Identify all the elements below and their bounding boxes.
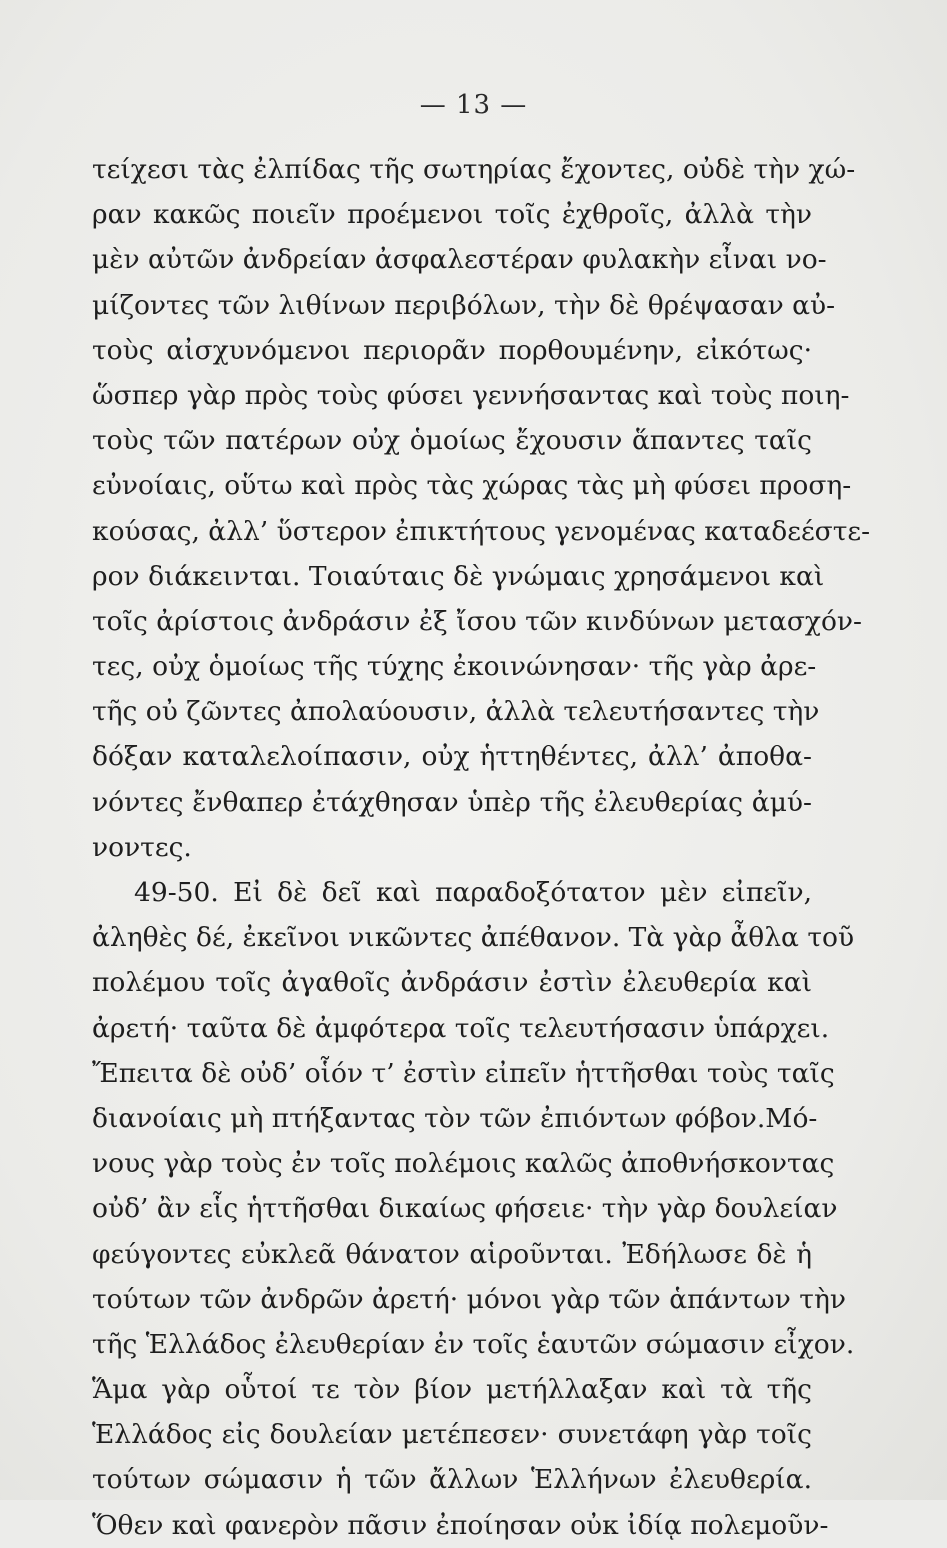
text-line: οὐδ’ ἂν εἷς ἡττῆσθαι δικαίως φήσειε· τὴν γὰρ δουλείαν bbox=[92, 1193, 838, 1225]
text-line: εὐνοίαις, οὕτω καὶ πρὸς τὰς χώρας τὰς μὴ φύσει προση- bbox=[92, 470, 852, 502]
text-line: πολέμου τοῖς ἀγαθοῖς ἀνδράσιν ἐστὶν ἐλευθερία καὶ bbox=[92, 967, 812, 999]
text-line: τούτων τῶν ἀνδρῶν ἀρετή· μόνοι γὰρ τῶν ἁπάντων τὴν bbox=[92, 1283, 846, 1315]
text-line: τῆς Ἑλλάδος ἐλευθερίαν ἐν τοῖς ἑαυτῶν σώμασιν εἶχον. bbox=[92, 1328, 855, 1360]
text-line: τοὺς αἰσχυνόμενοι περιορᾶν πορθουμένην, εἰκότως· bbox=[92, 334, 812, 366]
text-line: Ἅμα γὰρ οὗτοί τε τὸν βίον μετήλλαξαν καὶ τὰ τῆς bbox=[92, 1374, 812, 1406]
text-line: μὲν αὐτῶν ἀνδρείαν ἀσφαλεστέραν φυλακὴν εἶναι νο- bbox=[92, 244, 827, 276]
text-line: ἀρετή· ταῦτα δὲ ἀμφότερα τοῖς τελευτήσασιν ὑπάρχει. bbox=[92, 1012, 830, 1044]
text-line: κούσας, ἀλλ’ ὕστερον ἐπικτήτους γενομένας καταδεέστε- bbox=[92, 515, 871, 547]
page-number-header: — 13 — bbox=[419, 90, 528, 120]
section-start-line: 49-50. Εἰ δὲ δεῖ καὶ παραδοξότατον μὲν εἰπεῖν, bbox=[134, 877, 812, 908]
text-line: ραν κακῶς ποιεῖν προέμενοι τοῖς ἐχθροῖς, ἀλλὰ τὴν bbox=[92, 199, 812, 231]
text-line: μίζοντες τῶν λιθίνων περιβόλων, τὴν δὲ θρέψασαν αὐ- bbox=[92, 289, 836, 321]
text-line: τες, οὐχ ὁμοίως τῆς τύχης ἐκοινώνησαν· τῆς γὰρ ἀρε- bbox=[92, 651, 817, 683]
text-line: δόξαν καταλελοίπασιν, οὐχ ἡττηθέντες, ἀλλ’ ἀποθα- bbox=[92, 741, 812, 773]
text-line: Ἔπειτα δὲ οὐδ’ οἷόν τ’ ἐστὶν εἰπεῖν ἡττῆσθαι τοὺς ταῖς bbox=[92, 1057, 835, 1089]
text-line: ἀληθὲς δέ, ἐκεῖνοι νικῶντες ἀπέθανον. Τὰ γὰρ ἆθλα τοῦ bbox=[92, 922, 855, 954]
text-line: νους γὰρ τοὺς ἐν τοῖς πολέμοις καλῶς ἀποθνήσκοντας bbox=[92, 1148, 835, 1180]
text-line: νοντες. bbox=[92, 831, 192, 863]
text-line: Ὅθεν καὶ φανερὸν πᾶσιν ἐποίησαν οὐκ ἰδίᾳ πολεμοῦν- bbox=[92, 1509, 829, 1541]
text-line: νόντες ἔνθαπερ ἐτάχθησαν ὑπὲρ τῆς ἐλευθερίας ἀμύ- bbox=[92, 786, 812, 818]
text-line: ὥσπερ γὰρ πρὸς τοὺς φύσει γεννήσαντας καὶ τοὺς ποιη- bbox=[92, 379, 850, 411]
text-line: τούτων σώμασιν ἡ τῶν ἄλλων Ἑλλήνων ἐλευθερία. bbox=[92, 1464, 812, 1496]
text-line: διανοίαις μὴ πτήξαντας τὸν τῶν ἐπιόντων φόβον.Μό- bbox=[92, 1102, 818, 1134]
page-body-text bbox=[92, 147, 871, 1548]
text-line: τῆς οὐ ζῶντες ἀπολαύουσιν, ἀλλὰ τελευτήσαντες τὴν bbox=[92, 696, 820, 728]
text-line: τείχεσι τὰς ἐλπίδας τῆς σωτηρίας ἔχοντες, οὐδὲ τὴν χώ- bbox=[92, 154, 856, 185]
text-line: ρον διάκεινται. Τοιαύταις δὲ γνώμαις χρησάμενοι καὶ bbox=[92, 560, 825, 592]
text-line: Ἑλλάδος εἰς δουλείαν μετέπεσεν· συνετάφη γὰρ τοῖς bbox=[92, 1419, 812, 1451]
text-line: τοῖς ἀρίστοις ἀνδράσιν ἐξ ἴσου τῶν κινδύνων μετασχόν- bbox=[92, 605, 863, 637]
text-line: τοὺς τῶν πατέρων οὐχ ὁμοίως ἔχουσιν ἅπαντες ταῖς bbox=[92, 425, 812, 457]
text-line: φεύγοντες εὐκλεᾶ θάνατον αἱροῦνται. Ἐδήλωσε δὲ ἡ bbox=[92, 1238, 812, 1270]
